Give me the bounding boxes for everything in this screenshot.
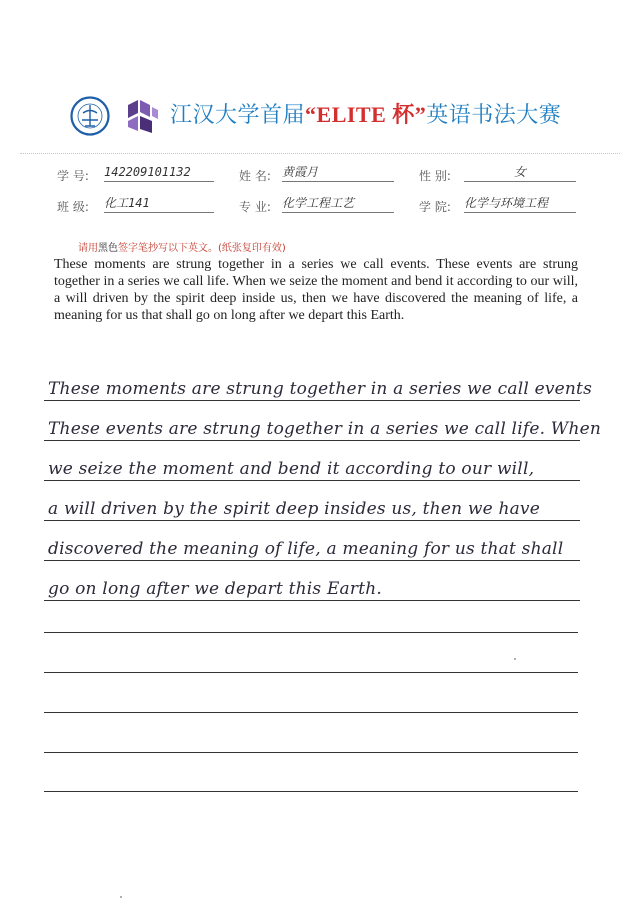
gender-field[interactable]: 女 [464,164,576,182]
source-passage: These moments are strung together in a series we call events. These events are strung together in a series we call life. When we seize the moment and bend it according to our will, a will driven by the spirit deep inside us, then we have discovered the meaning of life, a meaning for us that shall go on long after we depart this Earth. [54,257,578,323]
gender-label: 性 别: [419,169,451,183]
empty-writing-line[interactable] [44,712,578,713]
instruction-part2: 黑色 [98,243,118,254]
name-label: 姓 名: [239,169,271,183]
empty-writing-line[interactable] [44,791,578,792]
writing-line[interactable] [44,370,592,401]
handwriting-text: a will driven by the spirit deep insides us, then we have [48,499,540,519]
writing-line[interactable] [44,490,580,521]
handwriting-text: go on long after we depart this Earth. [48,579,383,599]
handwriting-text: These events are strung together in a series we call life. When [48,419,602,439]
student-id-field[interactable]: 142209101132 [104,164,214,182]
empty-writing-line[interactable] [44,752,578,753]
writing-line[interactable] [44,530,580,561]
title-elite: “ELITE 杯” [305,102,427,127]
writing-line[interactable] [44,570,580,601]
writing-line[interactable] [44,410,602,441]
handwriting-text: These moments are strung together in a series we call events [48,379,592,399]
title-suffix: 英语书法大赛 [426,103,562,128]
student-id-label: 学 号: [57,169,89,183]
college-field[interactable]: 化学与环境工程 [464,195,576,213]
handwriting-text: discovered the meaning of life, a meaning for us that shall [48,539,564,559]
empty-writing-line[interactable] [44,632,578,633]
contest-title [170,98,561,129]
writing-line[interactable] [44,450,580,481]
class-label: 班 级: [57,200,89,214]
elite-cube-logo-icon [122,97,160,135]
class-field[interactable]: 化工141 [104,195,214,213]
paper-speck [120,896,122,898]
instruction-part1: 请用 [78,243,98,254]
college-label: 学 院: [419,200,451,214]
contest-header [70,94,630,138]
paper-speck [514,658,516,660]
header-divider [20,153,620,154]
major-label: 专 业: [239,200,271,214]
university-seal-icon [70,96,110,136]
copy-instruction [78,239,286,254]
instruction-part3: 签字笔抄写以下英文。(纸张复印有效) [118,243,286,254]
handwriting-text: we seize the moment and bend it according to our will, [48,459,535,479]
empty-writing-line[interactable] [44,672,578,673]
title-prefix: 江汉大学首届 [170,103,306,128]
name-field[interactable]: 黄霞月 [282,164,394,182]
major-field[interactable]: 化学工程工艺 [282,195,394,213]
